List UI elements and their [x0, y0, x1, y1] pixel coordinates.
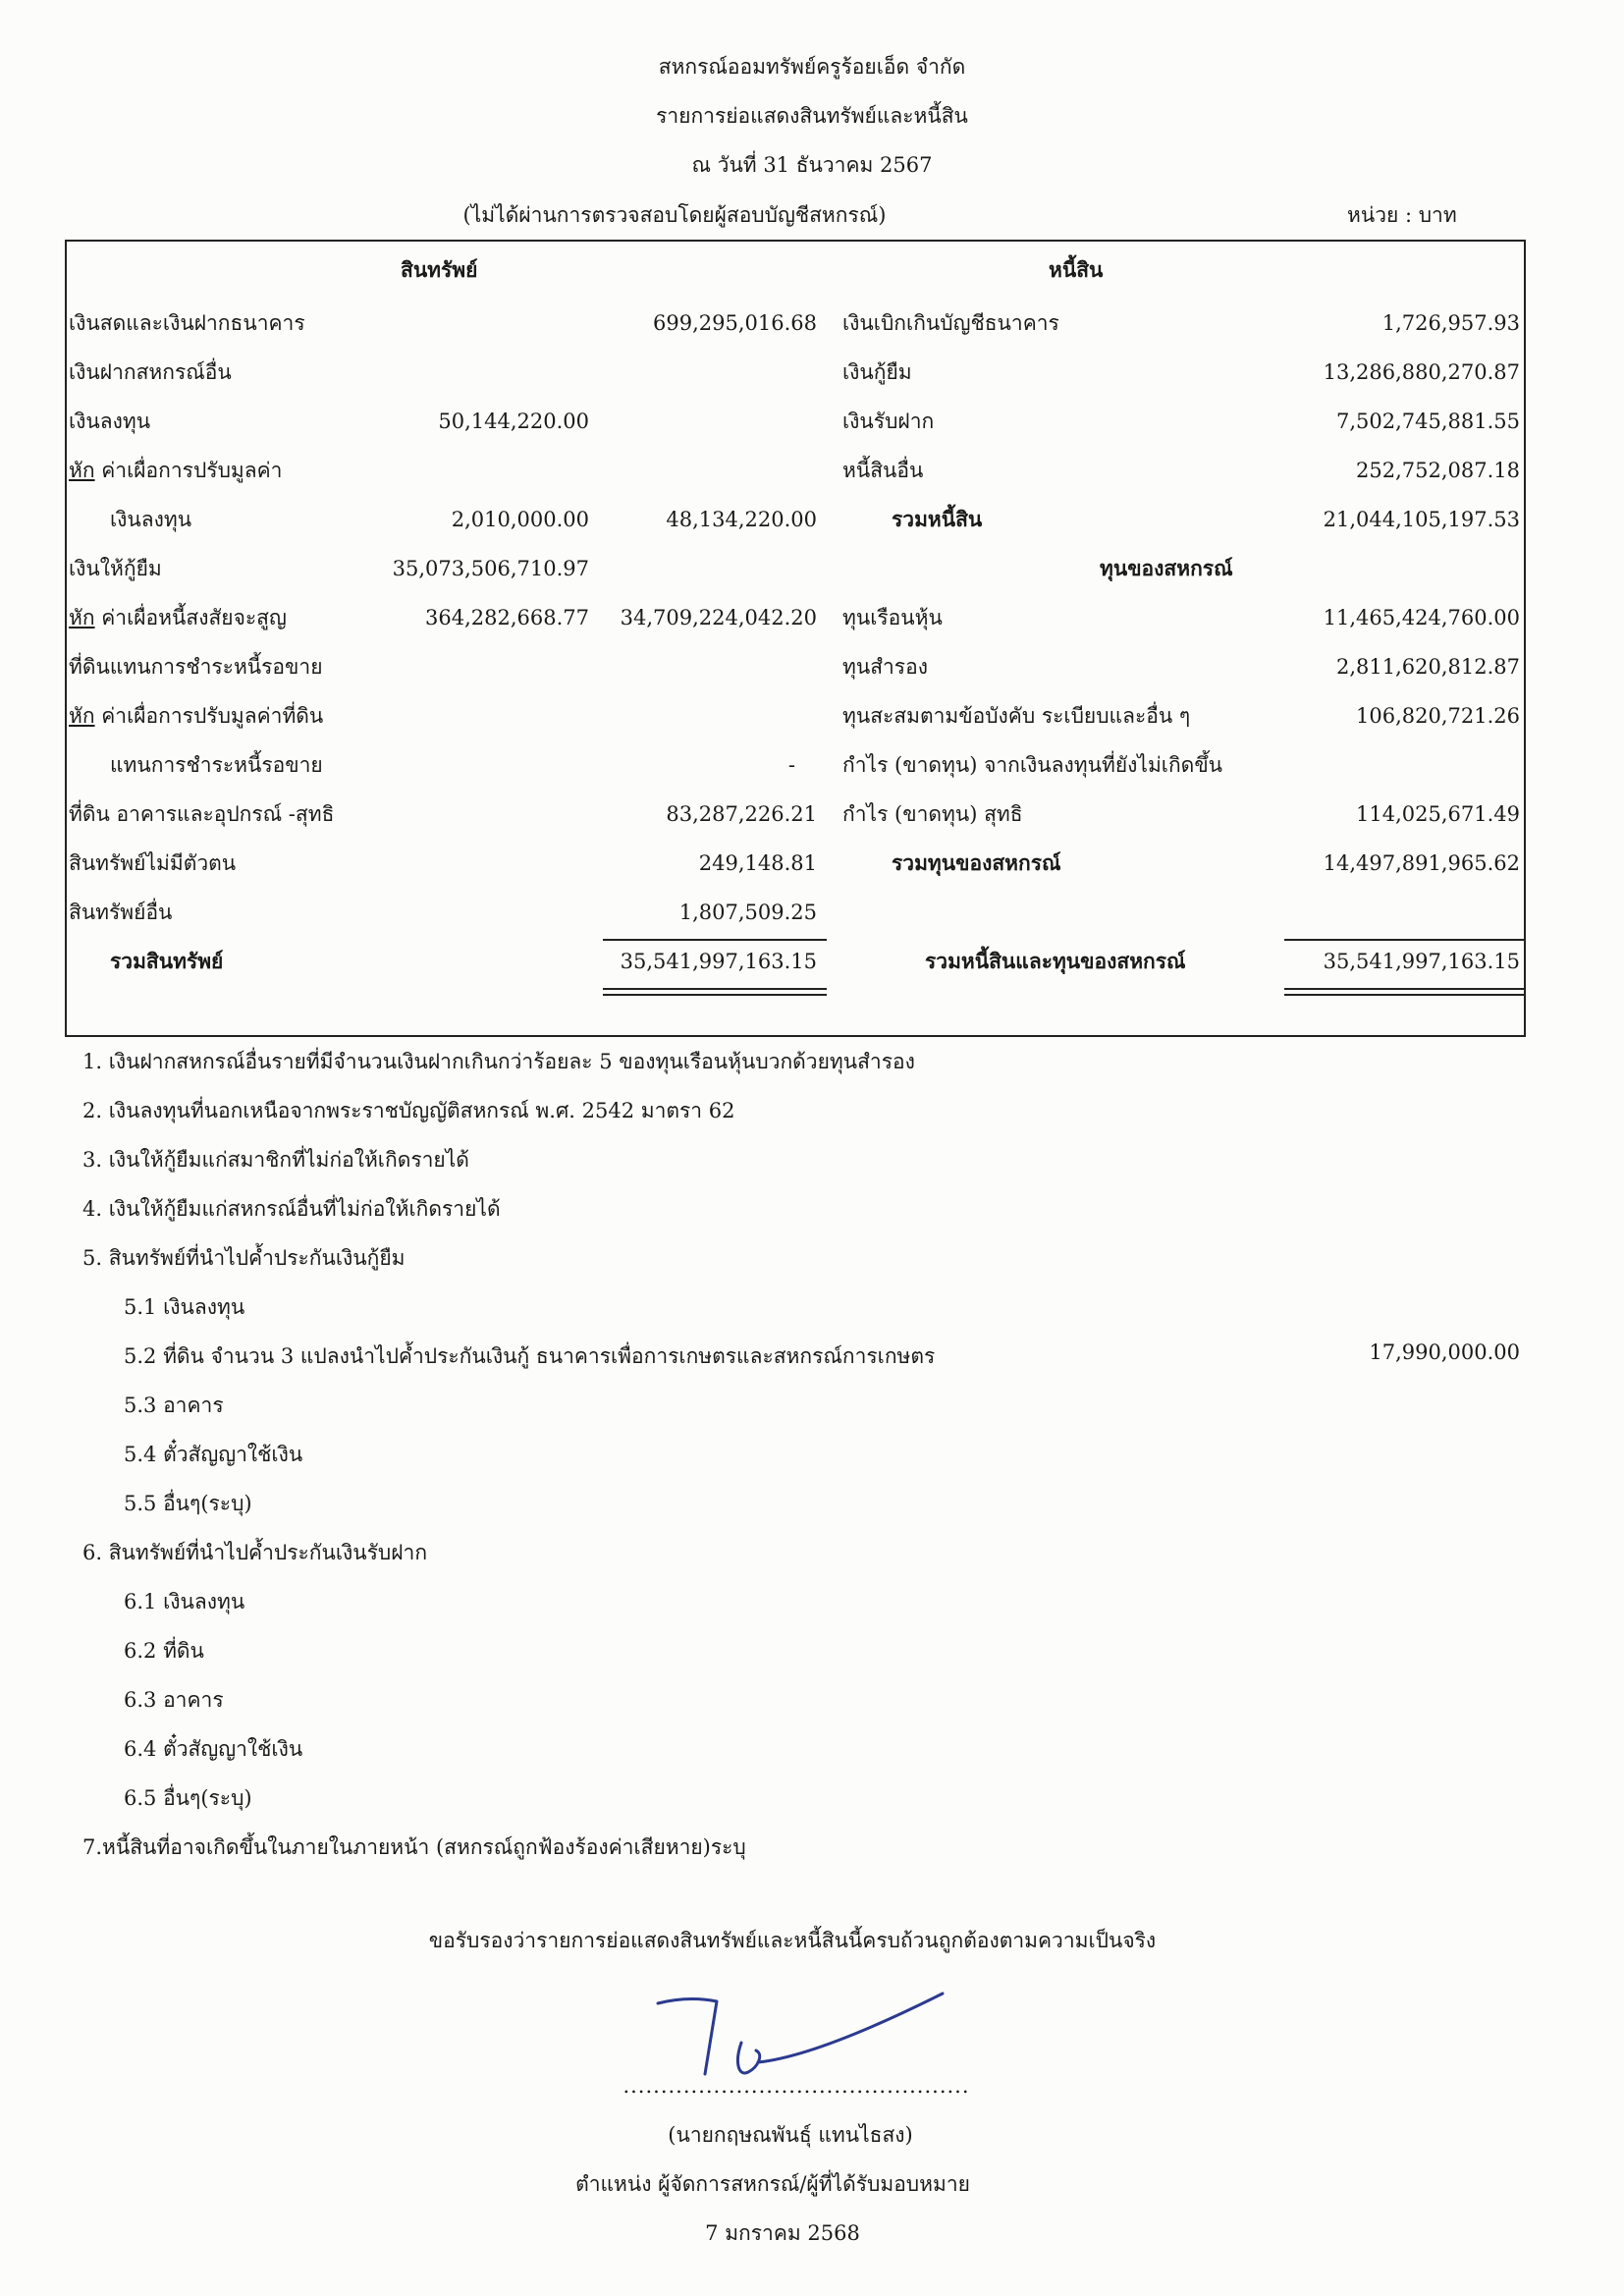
land-allow-sub: แทนการชำระหนี้รอขาย [110, 753, 323, 777]
grand-total-value: 35,541,997,163.15 [1323, 950, 1520, 973]
invest-allow-sub: เงินลงทุน [110, 508, 192, 531]
deposits-value: 7,502,745,881.55 [1335, 410, 1520, 433]
note-6-1: 6.1 เงินลงทุน [124, 1590, 245, 1613]
overdraft-label: เงินเบิกเกินบัญชีธนาคาร [842, 311, 1059, 335]
reserve-label: ทุนสำรอง [842, 655, 928, 679]
signature-date: 7 มกราคม 2568 [705, 2221, 860, 2245]
ppe-value: 83,287,226.21 [666, 802, 817, 826]
unrealized-label: กำไร (ขาดทุน) จากเงินลงทุนที่ยังไม่เกิดขึ้น [842, 753, 1223, 777]
loans-allow-value: 364,282,668.77 [425, 606, 589, 629]
invest-allow-row [69, 458, 282, 483]
note-5-2-value: 17,990,000.00 [1369, 1340, 1520, 1364]
grand-total-top-rule [1284, 939, 1524, 941]
note-6-2: 6.2 ที่ดิน [124, 1639, 204, 1663]
liabilities-heading: หนี้สิน [1049, 257, 1104, 282]
unit-label: หน่วย : บาท [1347, 203, 1457, 227]
note-6-4: 6.4 ตั๋วสัญญาใช้เงิน [124, 1737, 303, 1761]
note-5: 5. สินทรัพย์ที่นำไปค้ำประกันเงินกู้ยืม [82, 1246, 406, 1270]
note-6: 6. สินทรัพย์ที่นำไปค้ำประกันเงินรับฝาก [82, 1541, 428, 1564]
other-assets-label: สินทรัพย์อื่น [69, 901, 173, 924]
other-liab-value: 252,752,087.18 [1356, 459, 1520, 482]
note-5-2: 5.2 ที่ดิน จำนวน 3 แปลงนำไปค้ำประกันเงินกู้ ธนาคารเพื่อการเกษตรและสหกรณ์การเกษตร [124, 1344, 936, 1368]
loans-allow-row [69, 605, 287, 630]
intangible-value: 249,148.81 [698, 851, 817, 875]
other-assets-value: 1,807,509.25 [678, 901, 817, 924]
note-5-4: 5.4 ตั๋วสัญญาใช้เงิน [124, 1443, 303, 1466]
note-6-5: 6.5 อื่นๆ(ระบุ) [124, 1786, 252, 1810]
invest-allow-value: 2,010,000.00 [451, 508, 589, 531]
report-date: ณ วันที่ 31 ธันวาคม 2567 [691, 153, 933, 177]
less-word: หัก [69, 606, 95, 629]
note-4: 4. เงินให้กู้ยืมแก่สหกรณ์อื่นที่ไม่ก่อให้เกิดรายได้ [82, 1197, 501, 1221]
other-liab-label: หนี้สินอื่น [842, 459, 924, 482]
less-word: หัก [69, 459, 95, 482]
assets-total-double-rule-1 [603, 988, 827, 990]
assets-total-top-rule [603, 939, 827, 941]
signer-name: (นายกฤษณพันธุ์ แทนไธสง) [668, 2123, 913, 2147]
land-debt-label: ที่ดินแทนการชำระหนี้รอขาย [69, 655, 323, 679]
signature-dots: .............................................. [623, 2074, 970, 2098]
signature-stroke [658, 1994, 943, 2074]
assets-total-double-rule-2 [603, 994, 827, 996]
liabilities-total-value: 21,044,105,197.53 [1323, 508, 1520, 531]
assets-total-value: 35,541,997,163.15 [620, 950, 817, 973]
note-5-5: 5.5 อื่นๆ(ระบุ) [124, 1492, 252, 1515]
report-title: รายการย่อแสดงสินทรัพย์และหนี้สิน [656, 104, 968, 128]
borrow-value: 13,286,880,270.87 [1323, 360, 1520, 384]
shares-label: ทุนเรือนหุ้น [842, 606, 943, 629]
intangible-label: สินทรัพย์ไม่มีตัวตน [69, 851, 237, 875]
deposits-label: เงินรับฝาก [842, 410, 935, 433]
liabilities-total-label: รวมหนี้สิน [892, 507, 983, 531]
less-word: หัก [69, 704, 95, 728]
note-1: 1. เงินฝากสหกรณ์อื่นรายที่มีจำนวนเงินฝากเกินกว่าร้อยละ 5 ของทุนเรือนหุ้นบวกด้วยทุนสำรอง [82, 1050, 915, 1073]
loans-gross: 35,073,506,710.97 [392, 557, 589, 580]
assets-total-label: รวมสินทรัพย์ [110, 949, 224, 973]
borrow-label: เงินกู้ยืม [842, 360, 912, 384]
loans-allow-label: ค่าเผื่อหนี้สงสัยจะสูญ [94, 606, 287, 629]
cash-label: เงินสดและเงินฝากธนาคาร [69, 311, 305, 335]
grand-total-double-rule-1 [1284, 988, 1524, 990]
coop-deposit-label: เงินฝากสหกรณ์อื่น [69, 360, 232, 384]
invest-allow-label: ค่าเผื่อการปรับมูลค่า [94, 459, 283, 482]
cash-value: 699,295,016.68 [653, 311, 817, 335]
accum-value: 106,820,721.26 [1356, 704, 1520, 728]
equity-total-value: 14,497,891,965.62 [1323, 851, 1520, 875]
ppe-label: ที่ดิน อาคารและอุปกรณ์ -สุทธิ [69, 802, 335, 826]
note-5-3: 5.3 อาคาร [124, 1394, 224, 1417]
note-2: 2. เงินลงทุนที่นอกเหนือจากพระราชบัญญัติสหกรณ์ พ.ศ. 2542 มาตรา 62 [82, 1099, 735, 1122]
note-7: 7.หนี้สินที่อาจเกิดขึ้นในภายในภายหน้า (สหกรณ์ถูกฟ้องร้องค่าเสียหาย)ระบุ [82, 1835, 746, 1859]
land-allow-value: - [787, 753, 795, 777]
certification-statement: ขอรับรองว่ารายการย่อแสดงสินทรัพย์และหนี้สินนี้ครบถ้วนถูกต้องตามความเป็นจริง [428, 1929, 1157, 1952]
signer-position: ตำแหน่ง ผู้จัดการสหกรณ์/ผู้ที่ได้รับมอบหมาย [575, 2172, 970, 2196]
assets-heading: สินทรัพย์ [401, 257, 478, 282]
note-5-1: 5.1 เงินลงทุน [124, 1295, 245, 1319]
invest-net: 48,134,220.00 [666, 508, 817, 531]
accum-label: ทุนสะสมตามข้อบังคับ ระเบียบและอื่น ๆ [842, 704, 1191, 728]
reserve-value: 2,811,620,812.87 [1335, 655, 1520, 679]
land-allow-label: ค่าเผื่อการปรับมูลค่าที่ดิน [94, 704, 324, 728]
equity-heading: ทุนของสหกรณ์ [1100, 556, 1233, 580]
note-6-3: 6.3 อาคาร [124, 1688, 224, 1712]
invest-gross: 50,144,220.00 [438, 410, 589, 433]
note-3: 3. เงินให้กู้ยืมแก่สมาชิกที่ไม่ก่อให้เกิดรายได้ [82, 1148, 469, 1172]
equity-total-label: รวมทุนของสหกรณ์ [892, 850, 1061, 875]
grand-total-label: รวมหนี้สินและทุนของสหกรณ์ [925, 949, 1186, 973]
loans-label: เงินให้กู้ยืม [69, 557, 162, 580]
loans-net: 34,709,224,042.20 [620, 606, 817, 629]
land-allow-row [69, 703, 323, 729]
net-profit-value: 114,025,671.49 [1356, 802, 1520, 826]
shares-value: 11,465,424,760.00 [1323, 606, 1520, 629]
net-profit-label: กำไร (ขาดทุน) สุทธิ [842, 802, 1023, 826]
audit-note: (ไม่ได้ผ่านการตรวจสอบโดยผู้สอบบัญชีสหกรณ์) [462, 203, 887, 227]
grand-total-double-rule-2 [1284, 994, 1524, 996]
invest-label: เงินลงทุน [69, 410, 151, 433]
overdraft-value: 1,726,957.93 [1381, 311, 1520, 335]
coop-name: สหกรณ์ออมทรัพย์ครูร้อยเอ็ด จำกัด [658, 55, 966, 79]
